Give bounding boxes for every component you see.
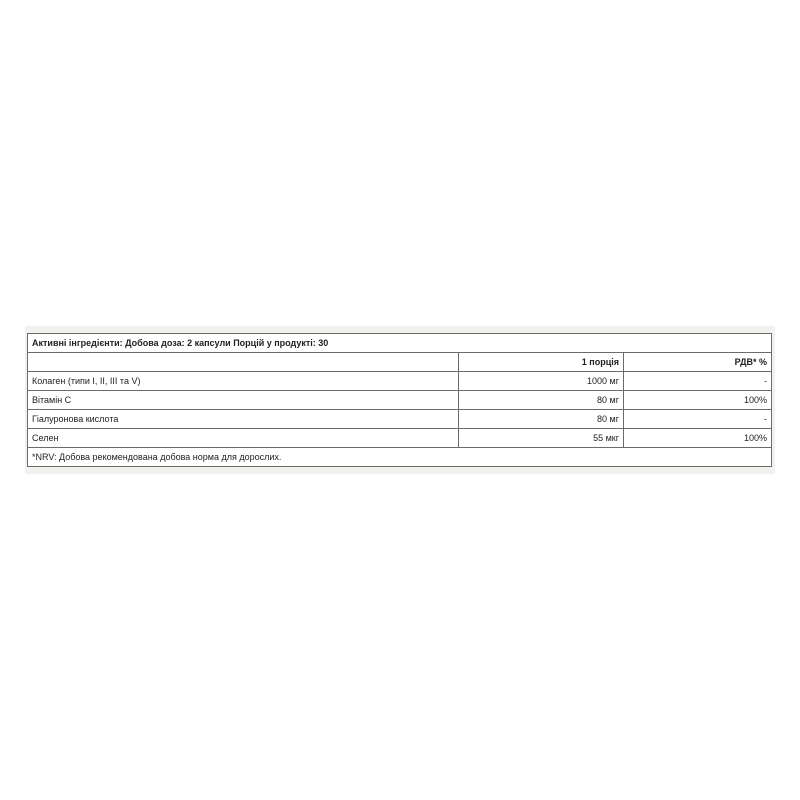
table-row [28,410,772,429]
table-title-row [28,334,772,353]
ingredient-amount: 80 мг [459,391,624,410]
header-rdv: РДВ* % [624,353,772,372]
ingredient-rdv: - [624,410,772,429]
supplement-facts-table [27,333,772,467]
ingredient-rdv: - [624,372,772,391]
table-footnote: *NRV: Добова рекомендована добова норма для дорослих. [28,448,772,467]
ingredient-amount: 1000 мг [459,372,624,391]
ingredient-amount: 80 мг [459,410,624,429]
ingredient-name: Гіалуронова кислота [28,410,459,429]
ingredient-amount: 55 мкг [459,429,624,448]
header-per-serving: 1 порція [459,353,624,372]
table-row [28,391,772,410]
ingredient-rdv: 100% [624,391,772,410]
table-row [28,429,772,448]
ingredient-name: Вітамін С [28,391,459,410]
ingredient-rdv: 100% [624,429,772,448]
header-ingredient [28,353,459,372]
ingredient-name: Селен [28,429,459,448]
table-header-row [28,353,772,372]
table-row [28,372,772,391]
table-footnote-row [28,448,772,467]
table-title: Активні інгредієнти: Добова доза: 2 капсули Порцій у продукті: 30 [28,334,772,353]
ingredient-name: Колаген (типи I, II, III та V) [28,372,459,391]
